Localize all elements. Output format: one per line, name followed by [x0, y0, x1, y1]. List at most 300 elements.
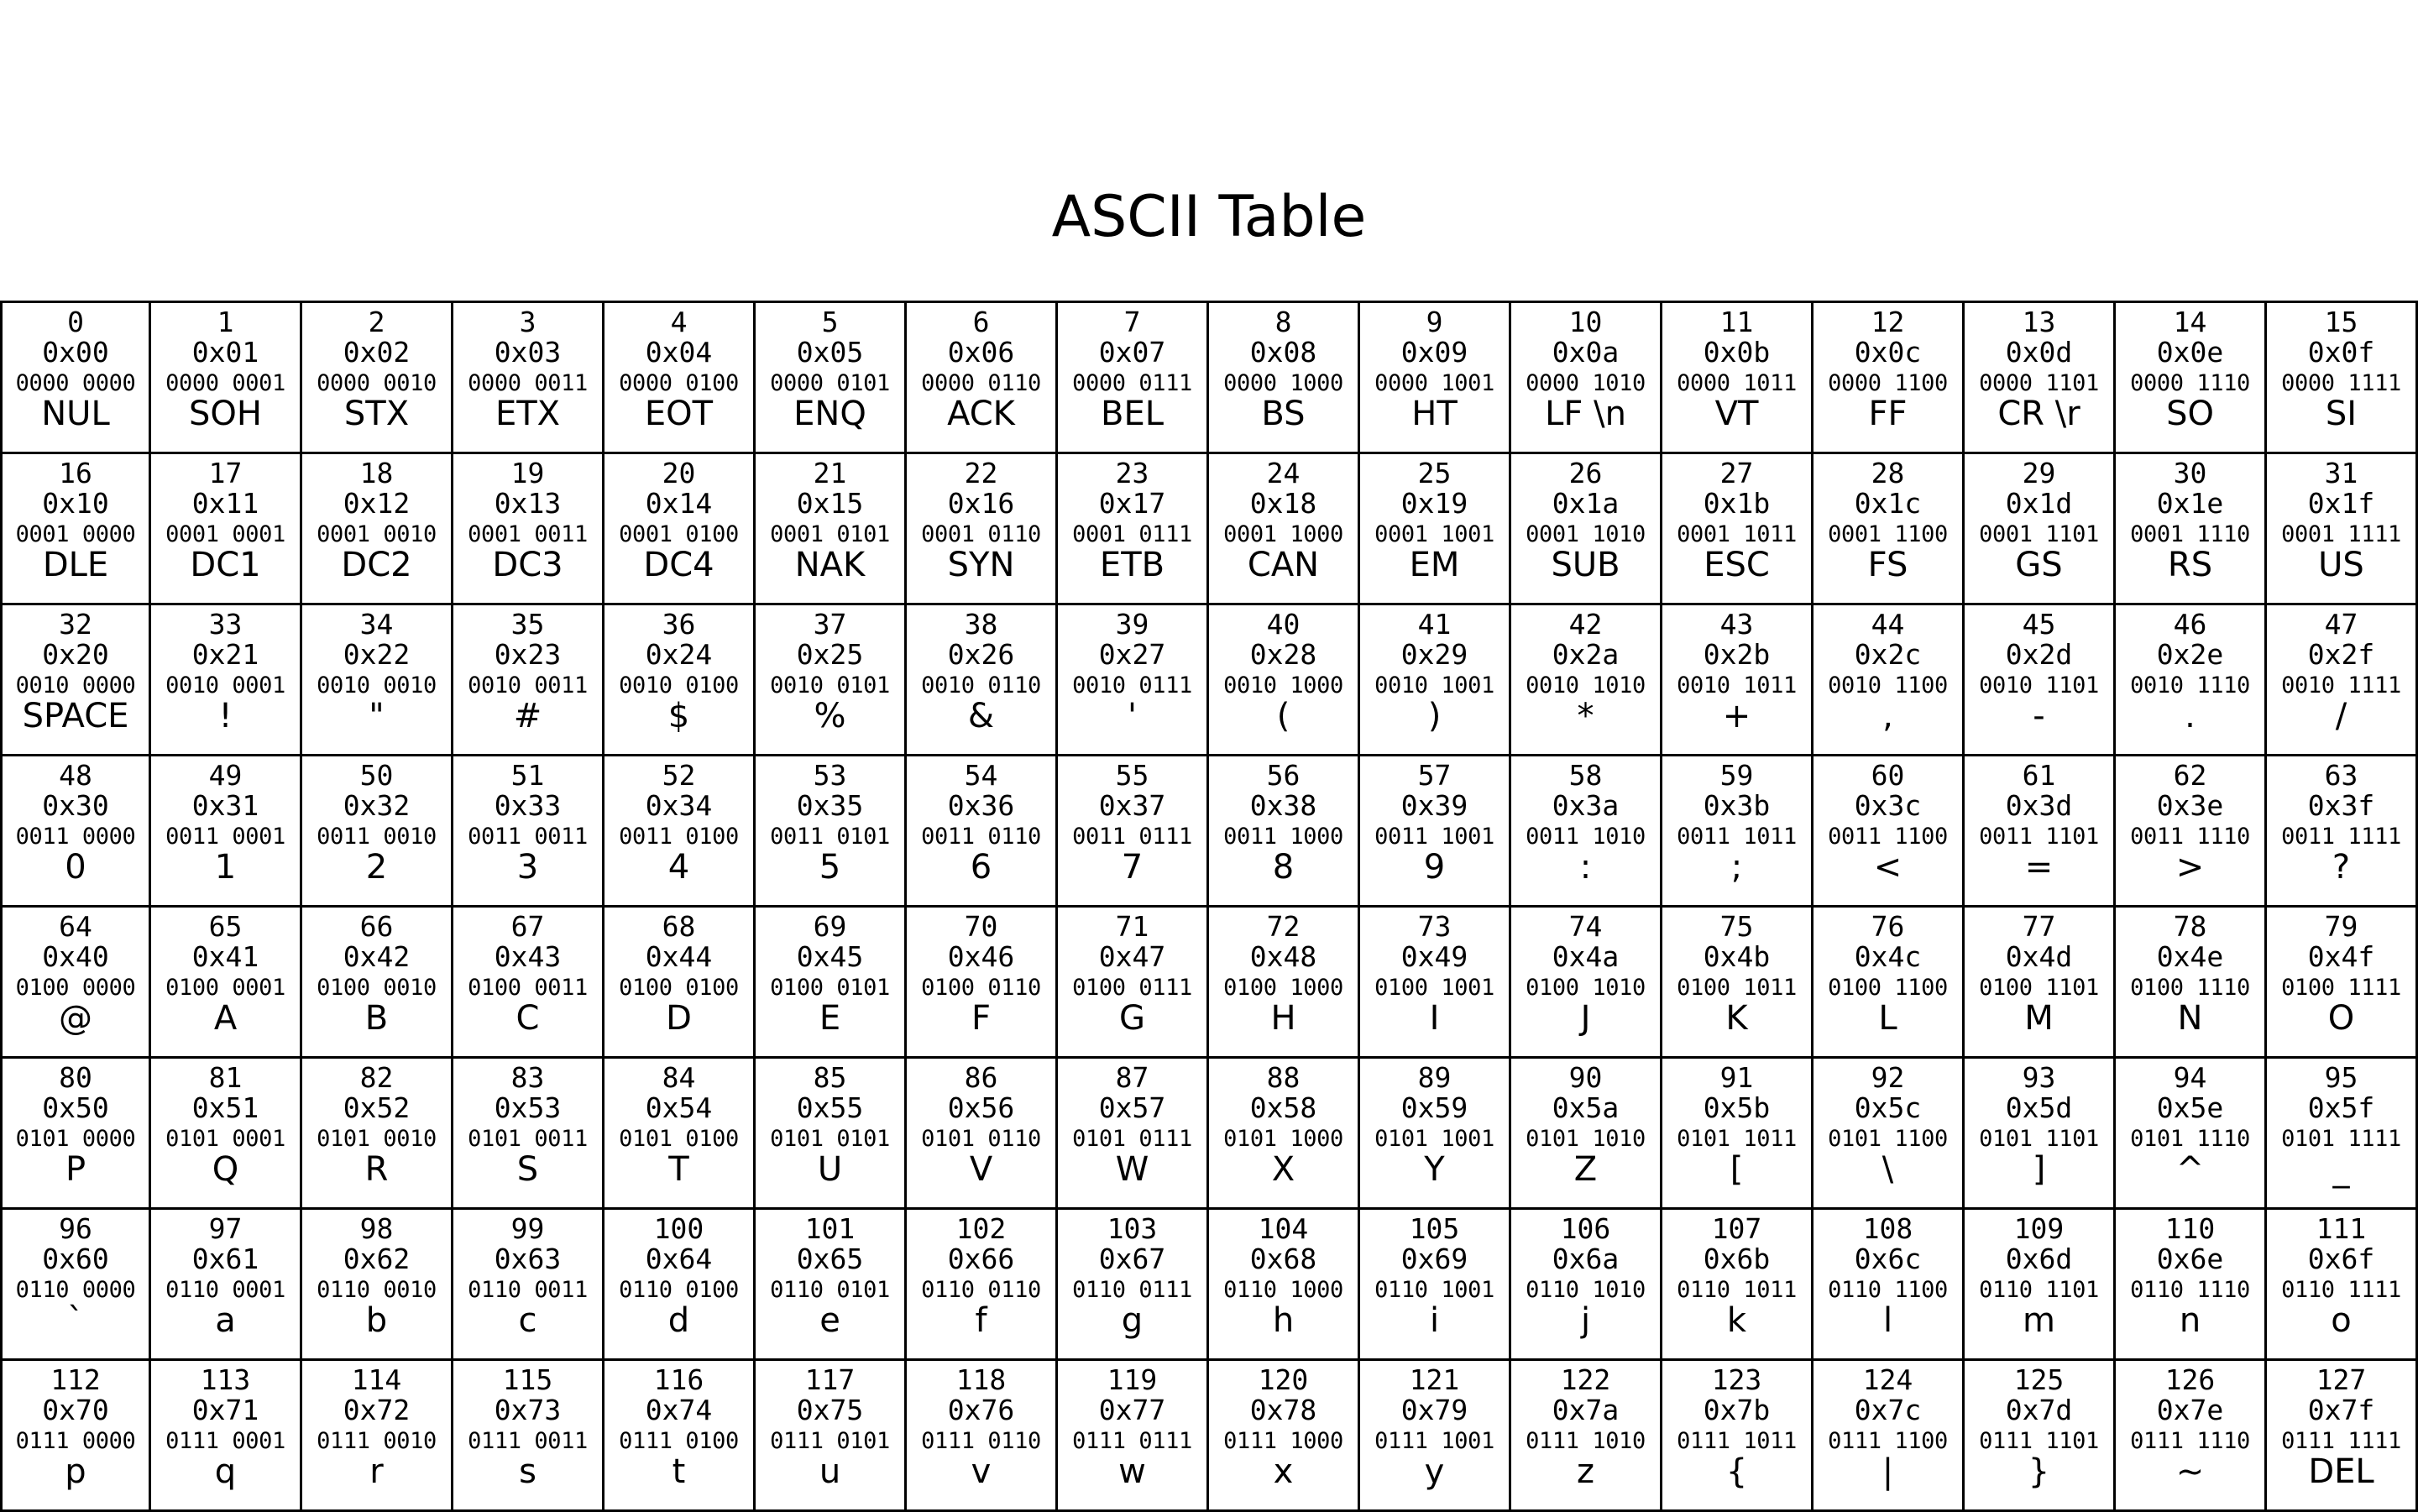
decimal-value: 22	[964, 457, 998, 489]
hex-value: 0x77	[1098, 1394, 1166, 1426]
character-label: ETB	[1099, 546, 1165, 584]
ascii-cell	[1058, 454, 1209, 605]
binary-value: 0110 1100	[1828, 1277, 1948, 1303]
binary-value: 0110 1101	[1979, 1277, 2099, 1303]
ascii-cell	[453, 908, 604, 1059]
ascii-cell	[756, 908, 907, 1059]
ascii-cell	[756, 303, 907, 454]
character-label: A	[213, 999, 238, 1038]
ascii-cell	[1814, 1210, 1965, 1361]
binary-value: 0101 1010	[1526, 1126, 1646, 1152]
decimal-value: 58	[1568, 759, 1603, 792]
character-label: ENQ	[793, 395, 866, 433]
decimal-value: 82	[359, 1061, 394, 1094]
decimal-value: 120	[1258, 1363, 1309, 1396]
ascii-cell	[1511, 756, 1662, 908]
hex-value: 0x18	[1249, 487, 1317, 520]
ascii-cell	[1360, 756, 1511, 908]
character-label: m	[2023, 1301, 2055, 1340]
binary-value: 0100 1011	[1677, 975, 1797, 1001]
ascii-cell	[2116, 1210, 2267, 1361]
character-label: G	[1119, 999, 1145, 1038]
binary-value: 0111 0101	[770, 1428, 890, 1454]
ascii-cell	[756, 756, 907, 908]
decimal-value: 12	[1871, 306, 1905, 338]
decimal-value: 1	[217, 306, 234, 338]
hex-value: 0x31	[191, 789, 259, 822]
hex-value: 0x3f	[2307, 789, 2375, 822]
decimal-value: 96	[59, 1212, 92, 1245]
ascii-cell	[1058, 303, 1209, 454]
binary-value: 0000 1100	[1828, 370, 1948, 396]
ascii-table-grid	[0, 301, 2418, 1511]
ascii-cell	[907, 454, 1058, 605]
hex-value: 0x10	[42, 487, 109, 520]
ascii-cell	[907, 303, 1058, 454]
character-label: '	[1128, 697, 1137, 735]
hex-value: 0x72	[343, 1394, 411, 1426]
hex-value: 0x73	[494, 1394, 562, 1426]
hex-value: 0x30	[42, 789, 109, 822]
ascii-cell	[302, 303, 453, 454]
binary-value: 0111 1000	[1223, 1428, 1343, 1454]
ascii-cell	[907, 605, 1058, 756]
character-label: BEL	[1101, 395, 1164, 433]
hex-value: 0x2c	[1854, 638, 1922, 671]
hex-value: 0x68	[1249, 1243, 1317, 1275]
character-label: 0	[65, 848, 86, 887]
decimal-value: 33	[208, 608, 243, 641]
hex-value: 0x48	[1249, 940, 1317, 973]
ascii-cell	[302, 454, 453, 605]
character-label: F	[971, 999, 991, 1038]
ascii-cell	[2116, 1361, 2267, 1512]
character-label: HT	[1411, 395, 1458, 433]
hex-value: 0x38	[1249, 789, 1317, 822]
ascii-cell	[453, 303, 604, 454]
binary-value: 0011 1000	[1223, 824, 1343, 850]
decimal-value: 3	[519, 306, 536, 338]
ascii-cell	[0, 1361, 151, 1512]
hex-value: 0x46	[947, 940, 1015, 973]
decimal-value: 5	[821, 306, 839, 338]
binary-value: 0000 1001	[1374, 370, 1494, 396]
ascii-cell	[1511, 908, 1662, 1059]
character-label: 7	[1121, 848, 1144, 887]
ascii-cell	[1662, 1210, 1814, 1361]
ascii-cell	[0, 605, 151, 756]
binary-value: 0000 0111	[1072, 370, 1192, 396]
hex-value: 0x2b	[1703, 638, 1771, 671]
hex-value: 0x2d	[2005, 638, 2073, 671]
decimal-value: 117	[804, 1363, 856, 1396]
hex-value: 0x52	[343, 1091, 411, 1124]
ascii-cell	[453, 454, 604, 605]
hex-value: 0x32	[343, 789, 411, 822]
hex-value: 0x08	[1249, 336, 1317, 369]
character-label: O	[2327, 999, 2355, 1038]
hex-value: 0x0b	[1703, 336, 1771, 369]
character-label: J	[1580, 999, 1591, 1038]
hex-value: 0x59	[1400, 1091, 1468, 1124]
binary-value: 0101 0100	[619, 1126, 739, 1152]
decimal-value: 104	[1258, 1212, 1309, 1245]
character-label: FF	[1868, 395, 1908, 433]
ascii-cell	[604, 756, 756, 908]
decimal-value: 54	[964, 759, 998, 792]
binary-value: 0010 0010	[317, 672, 437, 698]
decimal-value: 113	[200, 1363, 251, 1396]
hex-value: 0x7b	[1703, 1394, 1771, 1426]
decimal-value: 110	[2164, 1212, 2216, 1245]
binary-value: 0101 0001	[165, 1126, 285, 1152]
hex-value: 0x36	[947, 789, 1015, 822]
binary-value: 0011 1101	[1979, 824, 2099, 850]
ascii-cell	[604, 1361, 756, 1512]
binary-value: 0101 1111	[2281, 1126, 2401, 1152]
ascii-cell	[453, 1361, 604, 1512]
binary-value: 0101 1001	[1374, 1126, 1494, 1152]
character-label: \	[1882, 1150, 1894, 1189]
character-label: _	[2332, 1150, 2350, 1189]
character-label: <	[1873, 848, 1902, 887]
decimal-value: 78	[2173, 910, 2207, 943]
character-label: +	[1722, 697, 1751, 735]
decimal-value: 121	[1409, 1363, 1460, 1396]
decimal-value: 112	[50, 1363, 101, 1396]
decimal-value: 27	[1719, 457, 1754, 489]
hex-value: 0x07	[1098, 336, 1166, 369]
character-label: CAN	[1247, 546, 1320, 584]
character-label: NUL	[41, 395, 110, 433]
binary-value: 0011 0011	[468, 824, 588, 850]
hex-value: 0x50	[42, 1091, 109, 1124]
character-label: H	[1270, 999, 1296, 1038]
ascii-cell	[907, 1210, 1058, 1361]
hex-value: 0x65	[796, 1243, 864, 1275]
ascii-cell	[1058, 605, 1209, 756]
binary-value: 0110 0000	[15, 1277, 136, 1303]
ascii-cell	[0, 1059, 151, 1210]
binary-value: 0101 0110	[921, 1126, 1041, 1152]
ascii-cell	[1814, 756, 1965, 908]
binary-value: 0011 1010	[1526, 824, 1646, 850]
character-label: @	[59, 999, 92, 1038]
character-label: )	[1427, 697, 1442, 735]
decimal-value: 36	[662, 608, 696, 641]
binary-value: 0000 0010	[317, 370, 437, 396]
binary-value: 0010 1101	[1979, 672, 2099, 698]
hex-value: 0x47	[1098, 940, 1166, 973]
hex-value: 0x64	[645, 1243, 713, 1275]
character-label: p	[65, 1452, 86, 1491]
decimal-value: 92	[1871, 1061, 1905, 1094]
ascii-cell	[604, 454, 756, 605]
hex-value: 0x4a	[1552, 940, 1620, 973]
decimal-value: 70	[964, 910, 998, 943]
ascii-cell	[1360, 1361, 1511, 1512]
hex-value: 0x3d	[2005, 789, 2073, 822]
ascii-cell	[453, 605, 604, 756]
binary-value: 0011 0100	[619, 824, 739, 850]
character-label: >	[2175, 848, 2205, 887]
character-label: c	[518, 1301, 537, 1340]
decimal-value: 55	[1115, 759, 1149, 792]
character-label: BS	[1261, 395, 1306, 433]
decimal-value: 89	[1417, 1061, 1452, 1094]
ascii-cell	[1814, 1361, 1965, 1512]
character-label: 2	[365, 848, 388, 887]
ascii-cell	[1965, 1361, 2116, 1512]
decimal-value: 0	[67, 306, 84, 338]
decimal-value: 118	[955, 1363, 1007, 1396]
ascii-cell	[1209, 1210, 1360, 1361]
ascii-cell	[2116, 1059, 2267, 1210]
ascii-cell	[1209, 1059, 1360, 1210]
decimal-value: 98	[359, 1212, 394, 1245]
character-label: SI	[2325, 395, 2358, 433]
hex-value: 0x55	[796, 1091, 864, 1124]
decimal-value: 14	[2173, 306, 2207, 338]
ascii-cell	[0, 454, 151, 605]
ascii-cell	[1662, 908, 1814, 1059]
ascii-cell	[1965, 303, 2116, 454]
decimal-value: 2	[368, 306, 385, 338]
binary-value: 0000 0101	[770, 370, 890, 396]
hex-value: 0x5d	[2005, 1091, 2073, 1124]
character-label: z	[1577, 1452, 1594, 1491]
ascii-cell	[1511, 1361, 1662, 1512]
binary-value: 0101 0101	[770, 1126, 890, 1152]
decimal-value: 126	[2164, 1363, 2216, 1396]
binary-value: 0110 0101	[770, 1277, 890, 1303]
binary-value: 0110 0110	[921, 1277, 1041, 1303]
decimal-value: 52	[662, 759, 696, 792]
decimal-value: 79	[2324, 910, 2358, 943]
hex-value: 0x22	[343, 638, 411, 671]
binary-value: 0010 1110	[2130, 672, 2250, 698]
ascii-cell	[2267, 303, 2418, 454]
binary-value: 0100 1010	[1526, 975, 1646, 1001]
binary-value: 0100 0001	[165, 975, 285, 1001]
ascii-cell	[302, 908, 453, 1059]
binary-value: 0110 1111	[2281, 1277, 2401, 1303]
decimal-value: 61	[2022, 759, 2056, 792]
ascii-cell	[2267, 1361, 2418, 1512]
binary-value: 0111 1110	[2130, 1428, 2250, 1454]
hex-value: 0x0a	[1552, 336, 1620, 369]
ascii-cell	[151, 756, 302, 908]
hex-value: 0x23	[494, 638, 562, 671]
decimal-value: 31	[2324, 457, 2358, 489]
hex-value: 0x75	[796, 1394, 864, 1426]
binary-value: 0001 0000	[15, 521, 136, 547]
ascii-cell	[0, 303, 151, 454]
binary-value: 0100 0110	[921, 975, 1041, 1001]
character-label: f	[975, 1301, 987, 1340]
ascii-cell	[453, 756, 604, 908]
hex-value: 0x3a	[1552, 789, 1620, 822]
hex-value: 0x12	[343, 487, 411, 520]
ascii-cell	[1511, 454, 1662, 605]
binary-value: 0111 0000	[15, 1428, 136, 1454]
binary-value: 0101 0111	[1072, 1126, 1192, 1152]
hex-value: 0x03	[494, 336, 562, 369]
binary-value: 0011 1011	[1677, 824, 1797, 850]
binary-value: 0100 0101	[770, 975, 890, 1001]
decimal-value: 100	[653, 1212, 704, 1245]
decimal-value: 122	[1560, 1363, 1611, 1396]
decimal-value: 108	[1862, 1212, 1913, 1245]
decimal-value: 88	[1266, 1061, 1301, 1094]
binary-value: 0000 1111	[2281, 370, 2401, 396]
ascii-cell	[1058, 1059, 1209, 1210]
hex-value: 0x4e	[2156, 940, 2224, 973]
character-label: #	[513, 697, 542, 735]
ascii-cell	[1965, 908, 2116, 1059]
binary-value: 0000 1110	[2130, 370, 2250, 396]
ascii-cell	[302, 1059, 453, 1210]
binary-value: 0111 1010	[1526, 1428, 1646, 1454]
binary-value: 0010 0000	[15, 672, 136, 698]
hex-value: 0x45	[796, 940, 864, 973]
decimal-value: 13	[2022, 306, 2056, 338]
character-label: M	[2024, 999, 2054, 1038]
decimal-value: 40	[1266, 608, 1301, 641]
decimal-value: 71	[1115, 910, 1149, 943]
ascii-cell	[2267, 605, 2418, 756]
hex-value: 0x4d	[2005, 940, 2073, 973]
character-label: g	[1121, 1301, 1144, 1340]
ascii-cell	[1209, 908, 1360, 1059]
character-label: T	[668, 1150, 689, 1189]
decimal-value: 4	[670, 306, 688, 338]
binary-value: 0110 1010	[1526, 1277, 1646, 1303]
ascii-cell	[907, 756, 1058, 908]
decimal-value: 123	[1711, 1363, 1762, 1396]
character-label: 1	[214, 848, 237, 887]
hex-value: 0x06	[947, 336, 1015, 369]
character-label: n	[2179, 1301, 2201, 1340]
decimal-value: 85	[813, 1061, 847, 1094]
decimal-value: 69	[813, 910, 847, 943]
ascii-cell	[604, 908, 756, 1059]
ascii-cell	[1360, 605, 1511, 756]
decimal-value: 73	[1417, 910, 1452, 943]
hex-value: 0x7d	[2005, 1394, 2073, 1426]
binary-value: 0001 1111	[2281, 521, 2401, 547]
hex-value: 0x7c	[1854, 1394, 1922, 1426]
binary-value: 0111 0110	[921, 1428, 1041, 1454]
binary-value: 0001 0111	[1072, 521, 1192, 547]
decimal-value: 111	[2316, 1212, 2367, 1245]
character-label: D	[666, 999, 692, 1038]
binary-value: 0000 0000	[15, 370, 136, 396]
hex-value: 0x58	[1249, 1091, 1317, 1124]
hex-value: 0x28	[1249, 638, 1317, 671]
character-label: ]	[2032, 1150, 2046, 1189]
hex-value: 0x44	[645, 940, 713, 973]
hex-value: 0x17	[1098, 487, 1166, 520]
binary-value: 0011 1001	[1374, 824, 1494, 850]
binary-value: 0000 0110	[921, 370, 1041, 396]
binary-value: 0011 1111	[2281, 824, 2401, 850]
decimal-value: 18	[359, 457, 394, 489]
character-label: 5	[819, 848, 841, 887]
ascii-cell	[1058, 908, 1209, 1059]
decimal-value: 34	[359, 608, 394, 641]
binary-value: 0010 1011	[1677, 672, 1797, 698]
binary-value: 0010 0110	[921, 672, 1041, 698]
binary-value: 0101 1100	[1828, 1126, 1948, 1152]
decimal-value: 93	[2022, 1061, 2056, 1094]
hex-value: 0x09	[1400, 336, 1468, 369]
binary-value: 0010 1111	[2281, 672, 2401, 698]
binary-value: 0000 1101	[1979, 370, 2099, 396]
binary-value: 0100 1110	[2130, 975, 2250, 1001]
decimal-value: 10	[1568, 306, 1603, 338]
character-label: SO	[2166, 395, 2214, 433]
decimal-value: 106	[1560, 1212, 1611, 1245]
hex-value: 0x29	[1400, 638, 1468, 671]
decimal-value: 39	[1115, 608, 1149, 641]
ascii-cell	[604, 605, 756, 756]
character-label: NAK	[794, 546, 866, 584]
hex-value: 0x4c	[1854, 940, 1922, 973]
decimal-value: 74	[1568, 910, 1603, 943]
hex-value: 0x16	[947, 487, 1015, 520]
binary-value: 0110 0111	[1072, 1277, 1192, 1303]
ascii-cell	[1209, 454, 1360, 605]
character-label: &	[967, 697, 995, 735]
hex-value: 0x6c	[1854, 1243, 1922, 1275]
character-label: [	[1730, 1150, 1744, 1189]
hex-value: 0x0d	[2005, 336, 2073, 369]
ascii-cell	[453, 1210, 604, 1361]
binary-value: 0110 1001	[1374, 1277, 1494, 1303]
character-label: q	[214, 1452, 237, 1491]
hex-value: 0x51	[191, 1091, 259, 1124]
hex-value: 0x1a	[1552, 487, 1620, 520]
character-label: E	[819, 999, 841, 1038]
decimal-value: 16	[59, 457, 92, 489]
binary-value: 0101 0000	[15, 1126, 136, 1152]
ascii-cell	[1209, 303, 1360, 454]
decimal-value: 17	[208, 457, 243, 489]
character-label: RS	[2167, 546, 2213, 584]
decimal-value: 94	[2173, 1061, 2207, 1094]
binary-value: 0110 0001	[165, 1277, 285, 1303]
binary-value: 0011 0001	[165, 824, 285, 850]
character-label: x	[1273, 1452, 1294, 1491]
decimal-value: 75	[1719, 910, 1754, 943]
ascii-cell	[302, 756, 453, 908]
decimal-value: 124	[1862, 1363, 1913, 1396]
hex-value: 0x41	[191, 940, 259, 973]
binary-value: 0001 1011	[1677, 521, 1797, 547]
character-label: =	[2024, 848, 2054, 887]
character-label: C	[516, 999, 540, 1038]
decimal-value: 47	[2324, 608, 2358, 641]
character-label: Q	[212, 1150, 239, 1189]
ascii-cell	[302, 1210, 453, 1361]
decimal-value: 28	[1871, 457, 1905, 489]
decimal-value: 8	[1274, 306, 1292, 338]
binary-value: 0001 0001	[165, 521, 285, 547]
decimal-value: 38	[964, 608, 998, 641]
decimal-value: 49	[208, 759, 243, 792]
hex-value: 0x76	[947, 1394, 1015, 1426]
